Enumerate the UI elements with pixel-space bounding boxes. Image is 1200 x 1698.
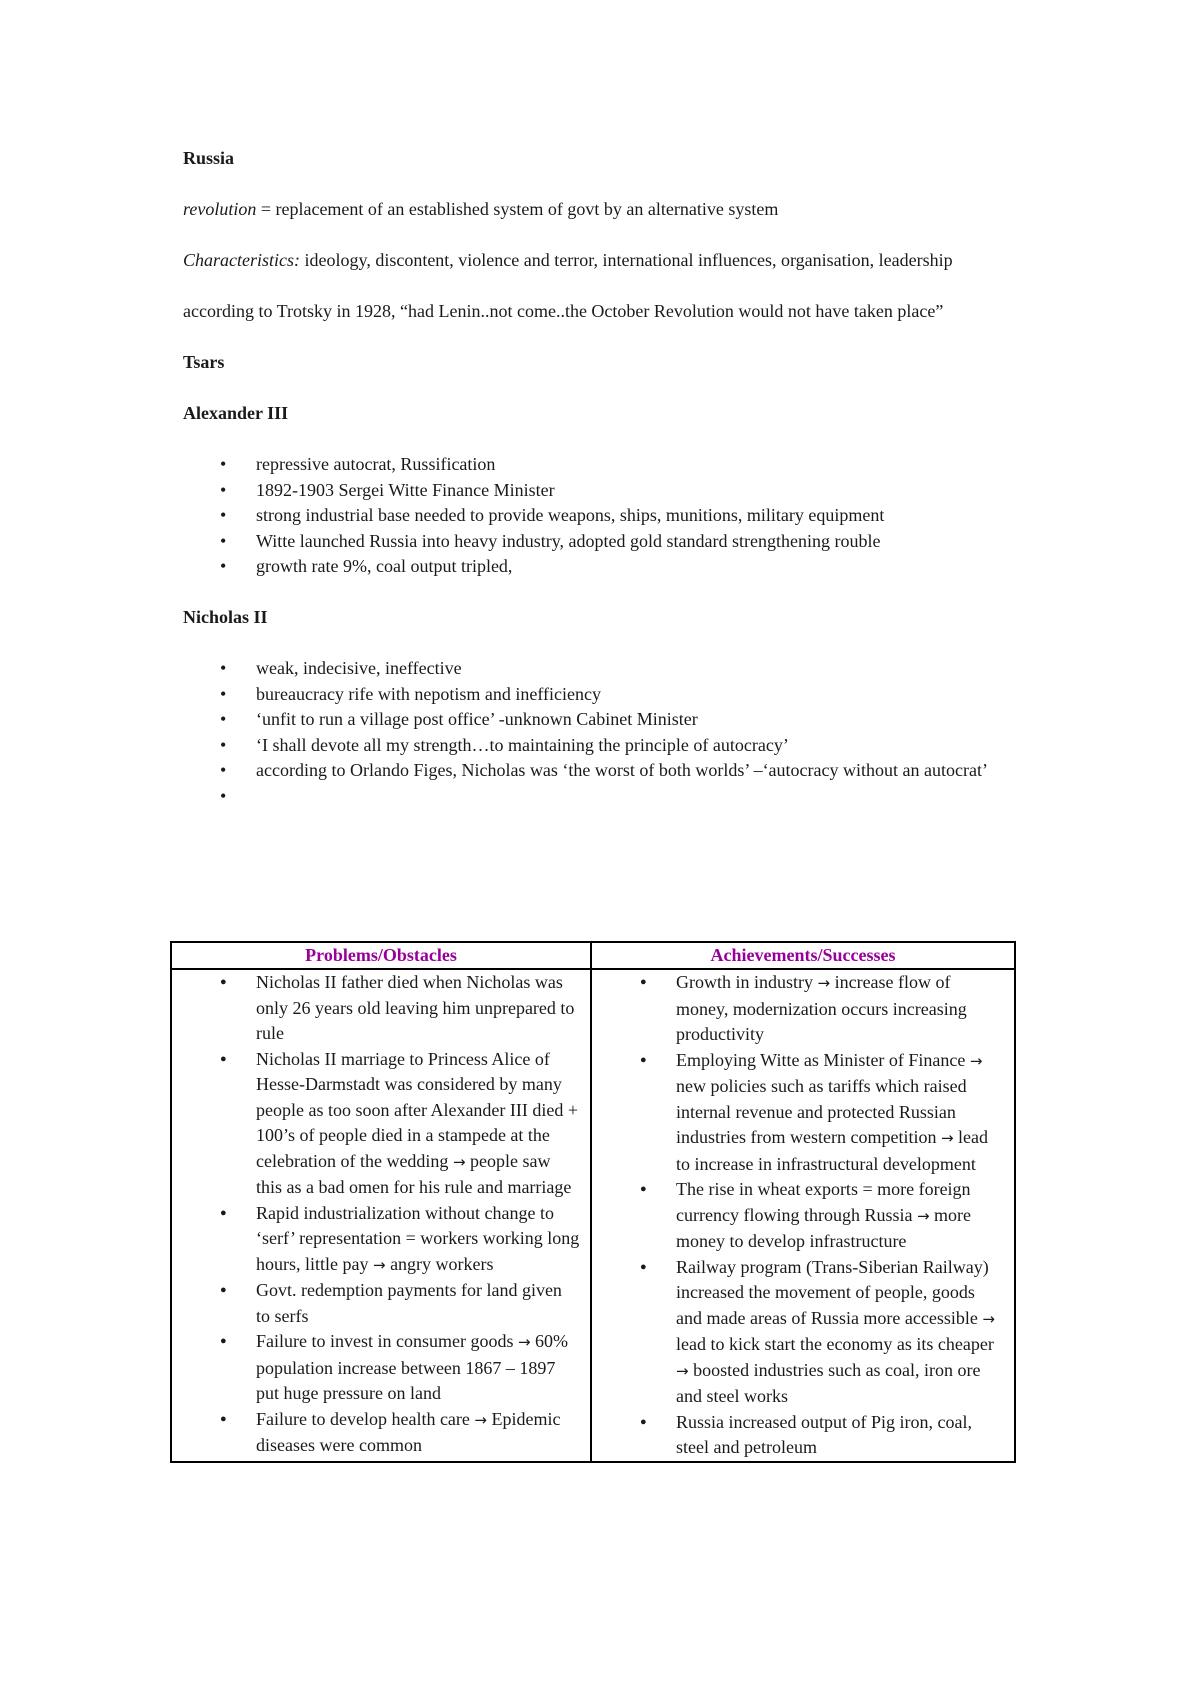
- list-item-empty: [183, 784, 1018, 810]
- item-text: The rise in wheat exports = more foreign currency flowing through Russia: [676, 1179, 971, 1225]
- table-list-item: [592, 970, 1014, 1048]
- achievements-list: [592, 970, 1014, 1461]
- table-row: [171, 969, 1015, 1462]
- list-item: • ‘unfit to run a village post office’ -unknown Cabinet Minister: [183, 707, 1018, 733]
- definition-term: revolution: [183, 199, 257, 219]
- item-text: increase flow of money, modernization occurs increasing productivity: [676, 972, 967, 1044]
- alexander-heading: Alexander III: [183, 403, 289, 423]
- table-list-item: [172, 1407, 590, 1459]
- table-list-item: [592, 1410, 1014, 1461]
- list-item: • strong industrial base needed to provide weapons, ships, munitions, military equipment: [183, 503, 1018, 529]
- item-text: lead to increase in infrastructural development: [676, 1127, 989, 1174]
- revolution-definition: [183, 197, 1018, 223]
- document-body: [183, 146, 1018, 809]
- item-text: Employing Witte as Minister of Finance: [676, 1049, 970, 1070]
- header-achievements: Achievements/Successes: [591, 942, 1015, 969]
- trotsky-quote: according to Trotsky in 1928, “had Lenin..not come..the October Revolution would not have taken place”: [183, 301, 944, 321]
- item-text: Nicholas II marriage to Princess Alice of Hesse-Darmstadt was considered by many people as too soon after Alexander III died + 100’s of people died in a stampede at the celebration of the wedding: [256, 1048, 579, 1171]
- item-text: Growth in industry: [676, 972, 818, 992]
- list-item: • ‘I shall devote all my strength…to maintaining the principle of autocracy’: [183, 733, 1018, 759]
- item-text: angry workers: [385, 1253, 494, 1274]
- item-text: boosted industries such as coal, iron ore and steel works: [676, 1359, 981, 1406]
- table-list-item: [172, 1329, 590, 1407]
- item-text: Epidemic diseases were common: [256, 1408, 561, 1455]
- table-list-item: [172, 1201, 590, 1279]
- characteristics-paragraph: [183, 248, 1018, 274]
- table-list-item: [592, 1177, 1014, 1255]
- arrow-right-icon: →: [969, 1051, 983, 1070]
- list-item: • growth rate 9%, coal output tripled,: [183, 554, 1018, 580]
- arrow-right-icon: →: [474, 1410, 487, 1429]
- header-problems: Problems/Obstacles: [171, 942, 591, 969]
- page-title: Russia: [183, 148, 235, 168]
- arrow-right-icon: →: [982, 1309, 995, 1328]
- table-header-row: [171, 942, 1015, 969]
- section-tsars: Tsars: [183, 352, 225, 372]
- item-text: Failure to invest in consumer goods: [256, 1331, 518, 1351]
- item-text: Govt. redemption payments for land given to serfs: [256, 1280, 562, 1326]
- nicholas-list: [183, 656, 1018, 809]
- item-text: people saw this as a bad omen for his rule and marriage: [256, 1150, 572, 1197]
- problems-list: [172, 970, 590, 1459]
- characteristics-text: ideology, discontent, violence and terror, international influences, organisation, leadership: [300, 250, 953, 270]
- item-text: lead to kick start the economy as its cheaper: [676, 1334, 994, 1354]
- nicholas-heading: Nicholas II: [183, 607, 268, 627]
- list-item: • 1892-1903 Sergei Witte Finance Minister: [183, 478, 1018, 504]
- arrow-right-icon: →: [517, 1333, 531, 1351]
- arrow-right-icon: →: [676, 1361, 689, 1380]
- comparison-table: [170, 941, 1016, 1463]
- list-item: • weak, indecisive, ineffective: [183, 656, 1018, 682]
- item-text: Rapid industrialization without change to ‘serf’ representation = workers working long hours, little pay: [256, 1202, 580, 1274]
- definition-text: = replacement of an established system of govt by an alternative system: [256, 199, 779, 219]
- list-item: • Witte launched Russia into heavy industry, adopted gold standard strengthening rouble: [183, 529, 1018, 555]
- arrow-right-icon: →: [817, 974, 831, 992]
- table-list-item: [172, 1047, 590, 1201]
- table-list-item: [172, 970, 590, 1047]
- item-text: new policies such as tariffs which raised internal revenue and protected Russian industries from western competition: [676, 1076, 967, 1147]
- achievements-cell: [591, 969, 1015, 1462]
- table-list-item: [592, 1255, 1014, 1410]
- item-text: Russia increased output of Pig iron, coal, steel and petroleum: [676, 1411, 972, 1457]
- table-list-item: [172, 1278, 590, 1329]
- arrow-right-icon: →: [452, 1152, 466, 1171]
- characteristics-label: Characteristics:: [183, 250, 300, 270]
- arrow-right-icon: →: [916, 1206, 930, 1225]
- alexander-list: [183, 452, 1018, 580]
- item-text: Nicholas II father died when Nicholas was only 26 years old leaving him unprepared to rule: [256, 972, 575, 1043]
- table-list-item: [592, 1048, 1014, 1178]
- item-text: Failure to develop health care: [256, 1408, 475, 1429]
- list-item: • repressive autocrat, Russification: [183, 452, 1018, 478]
- list-item: • bureaucracy rife with nepotism and inefficiency: [183, 682, 1018, 708]
- problems-cell: [171, 969, 591, 1462]
- item-text: 60% population increase between 1867 – 1897 put huge pressure on land: [256, 1331, 569, 1403]
- arrow-right-icon: →: [940, 1129, 954, 1147]
- arrow-right-icon: →: [372, 1255, 386, 1274]
- item-text: Railway program (Trans-Siberian Railway) increased the movement of people, goods and made areas of Russia more accessible: [676, 1256, 989, 1328]
- item-text: more money to develop infrastructure: [676, 1204, 972, 1251]
- list-item: • according to Orlando Figes, Nicholas was ‘the worst of both worlds’ –‘autocracy without an autocrat’: [183, 758, 1018, 784]
